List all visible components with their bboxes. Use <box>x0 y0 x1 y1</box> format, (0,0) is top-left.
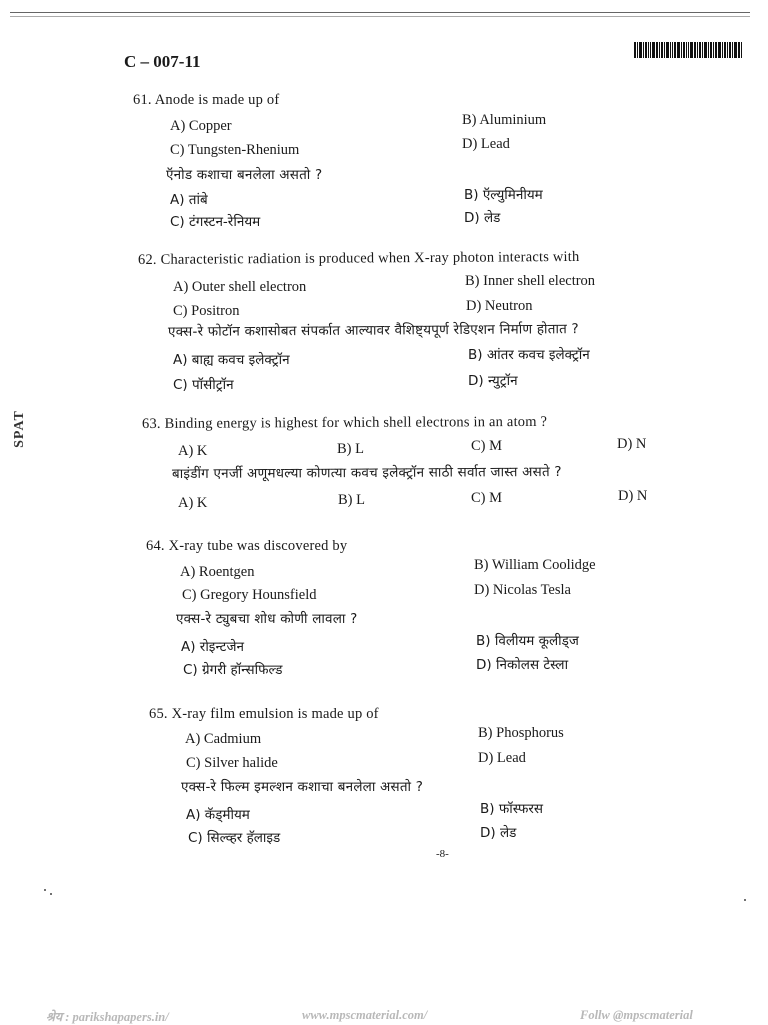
side-stamp <box>2 386 38 472</box>
option-a-mr: A) रोइन्टजेन <box>181 639 244 655</box>
option-c-mr: C) M <box>471 490 503 506</box>
option-c-mr: C) टंगस्टन-रेनियम <box>170 214 261 230</box>
question-text-en: Characteristic radiation is produced when X-ray photon interacts with <box>160 248 580 268</box>
option-b: B) Aluminium <box>462 112 547 128</box>
option-c: C) Gregory Hounsfield <box>182 587 317 603</box>
question-61-text <box>133 92 279 109</box>
option-b-mr: B) विलीयम कूलीड्ज <box>476 633 579 649</box>
question-number: 61. <box>133 92 152 108</box>
question-text-en: X-ray tube was discovered by <box>168 538 348 554</box>
question-63-text-mr: बाइंडींग एनर्जी अणूमधल्या कोणत्या कवच इलेक्ट्रॉन साठी सर्वात जास्त असते ? <box>171 463 562 482</box>
option-c: C) Positron <box>173 303 240 319</box>
option-d-mr: D) न्युट्रॉन <box>468 373 518 389</box>
option-b-mr: B) आंतर कवच इलेक्ट्रॉन <box>468 347 590 363</box>
option-a-mr: A) K <box>178 495 208 511</box>
page-number: -8- <box>436 848 449 860</box>
option-d-mr: D) लेड <box>480 825 517 841</box>
option-c-mr: C) सिल्व्हर हॅलाइड <box>188 830 281 846</box>
option-c-mr: C) ग्रेगरी हॉन्सफिल्ड <box>183 662 283 678</box>
question-65-text-mr: एक्स-रे फिल्म इमल्शन कशाचा बनलेला असतो ? <box>181 779 424 795</box>
top-rule-secondary <box>10 16 750 17</box>
barcode-icon <box>634 42 752 58</box>
option-a: A) Outer shell electron <box>173 279 307 295</box>
option-d: D) Nicolas Tesla <box>474 582 571 598</box>
option-a-mr: A) बाह्य कवच इलेक्ट्रॉन <box>173 352 290 368</box>
option-b: B) William Coolidge <box>474 557 596 573</box>
option-d-mr: D) लेड <box>464 210 501 226</box>
option-b: B) L <box>337 441 364 457</box>
option-d-mr: D) निकोलस टेस्ला <box>476 657 569 673</box>
option-a-mr: A) तांबे <box>170 192 208 208</box>
question-number: 63. <box>141 415 161 432</box>
question-text-en: Binding energy is highest for which shell electrons in an atom ? <box>164 413 548 432</box>
question-65-text <box>149 706 379 723</box>
question-63-text <box>142 414 547 433</box>
option-b-mr: B) L <box>338 492 365 508</box>
side-stamp-text: SPAT <box>12 410 27 448</box>
speck <box>44 889 46 891</box>
option-a: A) K <box>178 443 208 459</box>
speck <box>744 899 746 901</box>
question-62-text-mr: एक्स-रे फोटॉन कशासोबत संपर्कात आल्यावर वैशिष्ट्यपूर्ण रेडिएशन निर्माण होतात ? <box>167 321 579 340</box>
speck <box>50 893 52 895</box>
footer-left-watermark: श्रेय : parikshapapers.in/ <box>46 1010 169 1024</box>
question-61-text-mr: ऍनोड कशाचा बनलेला असतो ? <box>166 167 323 183</box>
question-text-en: X-ray film emulsion is made up of <box>171 706 379 722</box>
paper-code: C – 007-11 <box>124 52 201 71</box>
question-64-text <box>146 538 347 555</box>
option-a: A) Roentgen <box>180 564 255 580</box>
option-a: A) Copper <box>170 118 232 134</box>
option-b-mr: B) फॉस्फरस <box>480 801 544 817</box>
option-b: B) Phosphorus <box>478 725 564 741</box>
option-b: B) Inner shell electron <box>465 273 596 289</box>
option-a: A) Cadmium <box>185 731 262 747</box>
option-d-mr: D) N <box>618 488 648 504</box>
option-c: C) M <box>471 438 503 454</box>
question-number: 65. <box>149 706 168 722</box>
option-d: D) Lead <box>462 136 510 152</box>
question-number: 64. <box>146 538 165 554</box>
footer-center-watermark: www.mpscmaterial.com/ <box>302 1008 428 1022</box>
option-d: D) Neutron <box>466 298 533 314</box>
option-a-mr: A) कॅड्मीयम <box>186 807 250 823</box>
option-c-mr: C) पॉसीट्रॉन <box>173 377 234 393</box>
option-d: D) Lead <box>478 750 526 766</box>
question-64-text-mr: एक्स-रे ट्युबचा शोध कोणी लावला ? <box>176 611 358 627</box>
option-b-mr: B) ऍल्युमिनीयम <box>464 187 543 203</box>
question-number: 62. <box>137 251 157 268</box>
question-62-text <box>138 249 580 269</box>
option-c: C) Silver halide <box>186 755 278 771</box>
option-c: C) Tungsten-Rhenium <box>170 142 300 158</box>
question-text-en: Anode is made up of <box>154 92 280 108</box>
top-rule <box>10 12 750 13</box>
option-d: D) N <box>617 436 647 452</box>
footer-right-watermark: Follw @mpscmaterial <box>580 1008 693 1022</box>
